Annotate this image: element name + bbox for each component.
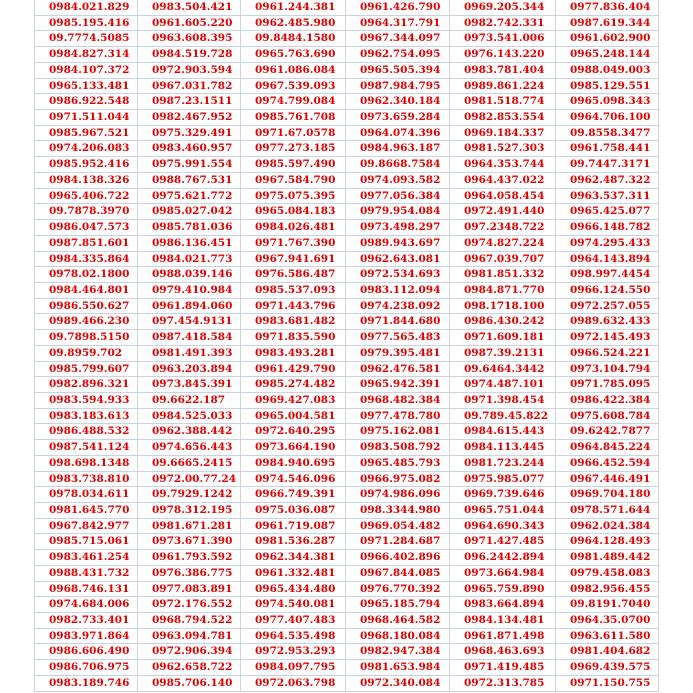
phone-number-cell[interactable]: 0974.827.224 <box>450 236 556 252</box>
phone-number-cell[interactable]: 0985.027.042 <box>138 204 241 220</box>
phone-number-cell[interactable]: 0986.422.384 <box>556 393 659 409</box>
phone-number-cell[interactable]: 0966.402.896 <box>346 550 450 566</box>
phone-number-cell[interactable]: 0962.485.980 <box>241 16 346 32</box>
phone-number-cell[interactable]: 0963.537.311 <box>556 189 659 205</box>
phone-number-cell[interactable]: 0981.723.244 <box>450 456 556 472</box>
phone-number-cell[interactable]: 0972.491.440 <box>450 204 556 220</box>
phone-number-cell[interactable]: 0989.943.697 <box>346 236 450 252</box>
phone-number-cell[interactable]: 0986.488.532 <box>35 424 138 440</box>
phone-number-cell[interactable]: 0972.953.293 <box>241 644 346 660</box>
phone-number-cell[interactable]: 0974.206.083 <box>35 141 138 157</box>
phone-number-cell[interactable]: 0965.425.077 <box>556 204 659 220</box>
phone-number-cell[interactable]: 0974.986.096 <box>346 487 450 503</box>
phone-number-cell[interactable]: 0974.799.084 <box>241 94 346 110</box>
phone-number-cell[interactable]: 0965.185.794 <box>346 597 450 613</box>
phone-number-cell[interactable]: 0972.640.295 <box>241 424 346 440</box>
phone-number-cell[interactable]: 0965.098.343 <box>556 94 659 110</box>
phone-number-cell[interactable]: 0969.704.180 <box>556 487 659 503</box>
phone-number-cell[interactable]: 0967.584.790 <box>241 173 346 189</box>
phone-number-cell[interactable]: 0965.133.481 <box>35 79 138 95</box>
phone-number-cell[interactable]: 0969.739.646 <box>450 487 556 503</box>
phone-number-cell[interactable]: 0976.143.220 <box>450 47 556 63</box>
phone-number-cell[interactable]: 0983.504.421 <box>138 0 241 16</box>
phone-number-cell[interactable]: 0966.452.594 <box>556 456 659 472</box>
phone-number-cell[interactable]: 0964.128.493 <box>556 534 659 550</box>
phone-number-cell[interactable]: 0976.770.392 <box>346 582 450 598</box>
phone-number-cell[interactable]: 0977.273.185 <box>241 141 346 157</box>
phone-number-cell[interactable]: 0974.684.006 <box>35 597 138 613</box>
phone-number-cell[interactable]: 0988.049.003 <box>556 63 659 79</box>
phone-number-cell[interactable]: 0984.134.481 <box>450 613 556 629</box>
phone-number-cell[interactable]: 096.2442.894 <box>450 550 556 566</box>
phone-number-cell[interactable]: 0961.429.790 <box>241 362 346 378</box>
phone-number-cell[interactable]: 0969.439.575 <box>556 660 659 676</box>
phone-number-cell[interactable]: 0962.754.095 <box>346 47 450 63</box>
phone-number-cell[interactable]: 0985.537.093 <box>241 283 346 299</box>
phone-number-cell[interactable]: 0977.407.483 <box>241 613 346 629</box>
phone-number-cell[interactable]: 0985.799.607 <box>35 362 138 378</box>
phone-number-cell[interactable]: 0971.844.680 <box>346 314 450 330</box>
phone-number-cell[interactable]: 0973.498.297 <box>346 220 450 236</box>
phone-number-cell[interactable]: 0964.317.791 <box>346 16 450 32</box>
phone-number-cell[interactable]: 0981.536.287 <box>241 534 346 550</box>
phone-number-cell[interactable]: 0971.67.0578 <box>241 126 346 142</box>
phone-number-cell[interactable]: 0961.758.441 <box>556 141 659 157</box>
phone-number-cell[interactable]: 0985.715.061 <box>35 534 138 550</box>
phone-number-cell[interactable]: 0986.550.627 <box>35 299 138 315</box>
phone-number-cell[interactable]: 0967.941.691 <box>241 252 346 268</box>
phone-number-cell[interactable]: 0973.664.984 <box>450 566 556 582</box>
phone-number-cell[interactable]: 0981.491.393 <box>138 346 241 362</box>
phone-number-cell[interactable]: 0979.954.084 <box>346 204 450 220</box>
phone-number-cell[interactable]: 0979.395.481 <box>346 346 450 362</box>
phone-number-cell[interactable]: 0982.896.321 <box>35 377 138 393</box>
phone-number-cell[interactable]: 0972.145.493 <box>556 330 659 346</box>
phone-number-cell[interactable]: 0964.535.498 <box>241 629 346 645</box>
phone-number-cell[interactable]: 0981.645.770 <box>35 503 138 519</box>
phone-number-cell[interactable]: 0983.664.894 <box>450 597 556 613</box>
phone-number-cell[interactable]: 0971.443.796 <box>241 299 346 315</box>
phone-number-cell[interactable]: 09.7447.3171 <box>556 157 659 173</box>
phone-number-cell[interactable]: 0975.991.554 <box>138 157 241 173</box>
phone-number-cell[interactable]: 0988.431.732 <box>35 566 138 582</box>
phone-number-cell[interactable]: 0977.478.780 <box>346 409 450 425</box>
phone-number-cell[interactable]: 0977.836.404 <box>556 0 659 16</box>
phone-number-cell[interactable]: 0988.039.146 <box>138 267 241 283</box>
phone-number-cell[interactable]: 0974.487.101 <box>450 377 556 393</box>
phone-number-cell[interactable]: 0962.344.381 <box>241 550 346 566</box>
phone-number-cell[interactable]: 0967.039.707 <box>450 252 556 268</box>
phone-number-cell[interactable]: 0966.975.082 <box>346 472 450 488</box>
phone-number-cell[interactable]: 0972.906.394 <box>138 644 241 660</box>
phone-number-cell[interactable]: 09.7774.5085 <box>35 31 138 47</box>
phone-number-cell[interactable]: 0976.386.775 <box>138 566 241 582</box>
phone-number-cell[interactable]: 0977.056.384 <box>346 189 450 205</box>
phone-number-cell[interactable]: 0975.162.081 <box>346 424 450 440</box>
phone-number-cell[interactable]: 0984.335.864 <box>35 252 138 268</box>
phone-number-cell[interactable]: 0977.565.483 <box>346 330 450 346</box>
phone-number-cell[interactable]: 0979.458.083 <box>556 566 659 582</box>
phone-number-cell[interactable]: 0987.851.601 <box>35 236 138 252</box>
phone-number-cell[interactable]: 09.6464.3442 <box>450 362 556 378</box>
phone-number-cell[interactable]: 0985.761.708 <box>241 110 346 126</box>
phone-number-cell[interactable]: 0982.742.331 <box>450 16 556 32</box>
phone-number-cell[interactable]: 0967.031.782 <box>138 79 241 95</box>
phone-number-cell[interactable]: 0964.845.224 <box>556 440 659 456</box>
phone-number-cell[interactable]: 0978.312.195 <box>138 503 241 519</box>
phone-number-cell[interactable]: 0963.094.781 <box>138 629 241 645</box>
phone-number-cell[interactable]: 0966.749.391 <box>241 487 346 503</box>
phone-number-cell[interactable]: 0989.466.230 <box>35 314 138 330</box>
phone-number-cell[interactable]: 0972.257.055 <box>556 299 659 315</box>
phone-number-cell[interactable]: 0981.851.332 <box>450 267 556 283</box>
phone-number-cell[interactable]: 098.997.4454 <box>556 267 659 283</box>
phone-number-cell[interactable]: 0984.113.445 <box>450 440 556 456</box>
phone-number-cell[interactable]: 0984.940.695 <box>241 456 346 472</box>
phone-number-cell[interactable]: 0965.763.690 <box>241 47 346 63</box>
phone-number-cell[interactable]: 0982.947.384 <box>346 644 450 660</box>
phone-number-cell[interactable]: 0977.083.891 <box>138 582 241 598</box>
phone-number-cell[interactable]: 0965.485.793 <box>346 456 450 472</box>
phone-number-cell[interactable]: 0982.956.455 <box>556 582 659 598</box>
phone-number-cell[interactable]: 0974.540.081 <box>241 597 346 613</box>
phone-number-cell[interactable]: 0986.922.548 <box>35 94 138 110</box>
phone-number-cell[interactable]: 0967.539.093 <box>241 79 346 95</box>
phone-number-cell[interactable]: 0982.733.401 <box>35 613 138 629</box>
phone-number-cell[interactable]: 09.6242.7877 <box>556 424 659 440</box>
phone-number-cell[interactable]: 0964.143.894 <box>556 252 659 268</box>
phone-number-cell[interactable]: 0962.388.442 <box>138 424 241 440</box>
phone-number-cell[interactable]: 0983.594.933 <box>35 393 138 409</box>
phone-number-cell[interactable]: 0964.35.0700 <box>556 613 659 629</box>
phone-number-cell[interactable]: 0978.571.644 <box>556 503 659 519</box>
phone-number-cell[interactable]: 0961.605.220 <box>138 16 241 32</box>
phone-number-cell[interactable]: 097.454.9131 <box>138 314 241 330</box>
phone-number-cell[interactable]: 0981.518.774 <box>450 94 556 110</box>
phone-number-cell[interactable]: 0984.138.326 <box>35 173 138 189</box>
phone-number-cell[interactable]: 0972.903.594 <box>138 63 241 79</box>
phone-number-cell[interactable]: 0969.184.337 <box>450 126 556 142</box>
phone-number-cell[interactable]: 0961.871.498 <box>450 629 556 645</box>
phone-number-cell[interactable]: 0965.942.391 <box>346 377 450 393</box>
phone-number-cell[interactable]: 0967.344.097 <box>346 31 450 47</box>
phone-number-cell[interactable]: 0961.894.060 <box>138 299 241 315</box>
phone-number-cell[interactable]: 0985.967.521 <box>35 126 138 142</box>
phone-number-cell[interactable]: 0984.021.773 <box>138 252 241 268</box>
phone-number-cell[interactable]: 0981.653.984 <box>346 660 450 676</box>
phone-number-cell[interactable]: 0971.398.454 <box>450 393 556 409</box>
phone-number-cell[interactable]: 0984.021.829 <box>35 0 138 16</box>
phone-number-cell[interactable]: 0984.871.770 <box>450 283 556 299</box>
phone-number-cell[interactable]: 0972.176.552 <box>138 597 241 613</box>
phone-number-cell[interactable]: 09.7929.1242 <box>138 487 241 503</box>
phone-number-cell[interactable]: 0971.767.390 <box>241 236 346 252</box>
phone-number-cell[interactable]: 0961.793.592 <box>138 550 241 566</box>
phone-number-cell[interactable]: 0973.541.006 <box>450 31 556 47</box>
phone-number-cell[interactable]: 0969.205.344 <box>450 0 556 16</box>
phone-number-cell[interactable]: 0973.659.284 <box>346 110 450 126</box>
phone-number-cell[interactable]: 0971.785.095 <box>556 377 659 393</box>
phone-number-cell[interactable]: 0973.671.390 <box>138 534 241 550</box>
phone-number-cell[interactable]: 0981.671.281 <box>138 519 241 535</box>
phone-number-cell[interactable]: 0973.664.190 <box>241 440 346 456</box>
phone-number-cell[interactable]: 0961.332.481 <box>241 566 346 582</box>
phone-number-cell[interactable]: 0975.075.395 <box>241 189 346 205</box>
phone-number-cell[interactable]: 0963.611.580 <box>556 629 659 645</box>
phone-number-cell[interactable]: 0962.024.384 <box>556 519 659 535</box>
phone-number-cell[interactable]: 09.6622.187 <box>138 393 241 409</box>
phone-number-cell[interactable]: 0984.827.314 <box>35 47 138 63</box>
phone-number-cell[interactable]: 0985.195.416 <box>35 16 138 32</box>
phone-number-cell[interactable]: 0971.419.485 <box>450 660 556 676</box>
phone-number-cell[interactable]: 09.6665.2415 <box>138 456 241 472</box>
phone-number-cell[interactable]: 0976.586.487 <box>241 267 346 283</box>
phone-number-cell[interactable]: 0985.706.140 <box>138 676 241 692</box>
phone-number-cell[interactable]: 0965.751.044 <box>450 503 556 519</box>
phone-number-cell[interactable]: 0969.054.482 <box>346 519 450 535</box>
phone-number-cell[interactable]: 0968.794.522 <box>138 613 241 629</box>
phone-number-cell[interactable]: 0974.546.096 <box>241 472 346 488</box>
phone-number-cell[interactable]: 0975.985.077 <box>450 472 556 488</box>
phone-number-cell[interactable]: 0966.524.221 <box>556 346 659 362</box>
phone-number-cell[interactable]: 0985.274.482 <box>241 377 346 393</box>
phone-number-cell[interactable]: 0975.329.491 <box>138 126 241 142</box>
phone-number-cell[interactable]: 0965.434.480 <box>241 582 346 598</box>
phone-number-cell[interactable]: 0967.842.977 <box>35 519 138 535</box>
phone-number-cell[interactable]: 0966.148.782 <box>556 220 659 236</box>
phone-number-cell[interactable]: 0987.23.1511 <box>138 94 241 110</box>
phone-number-cell[interactable]: 0988.767.531 <box>138 173 241 189</box>
phone-number-cell[interactable]: 0985.781.036 <box>138 220 241 236</box>
phone-number-cell[interactable]: 0974.656.443 <box>138 440 241 456</box>
phone-number-cell[interactable]: 0981.527.303 <box>450 141 556 157</box>
phone-number-cell[interactable]: 0985.129.551 <box>556 79 659 95</box>
phone-number-cell[interactable]: 0964.690.343 <box>450 519 556 535</box>
phone-number-cell[interactable]: 0968.180.084 <box>346 629 450 645</box>
phone-number-cell[interactable]: 0987.39.2131 <box>450 346 556 362</box>
phone-number-cell[interactable]: 0983.508.792 <box>346 440 450 456</box>
phone-number-cell[interactable]: 097.2348.722 <box>450 220 556 236</box>
phone-number-cell[interactable]: 098.3344.980 <box>346 503 450 519</box>
phone-number-cell[interactable]: 0972.340.084 <box>346 676 450 692</box>
phone-number-cell[interactable]: 0979.410.984 <box>138 283 241 299</box>
phone-number-cell[interactable]: 0983.112.094 <box>346 283 450 299</box>
phone-number-cell[interactable]: 0982.467.952 <box>138 110 241 126</box>
phone-number-cell[interactable]: 0983.461.254 <box>35 550 138 566</box>
phone-number-cell[interactable]: 0972.00.77.24 <box>138 472 241 488</box>
phone-number-cell[interactable]: 0974.093.582 <box>346 173 450 189</box>
phone-number-cell[interactable]: 0961.244.381 <box>241 0 346 16</box>
phone-number-cell[interactable]: 0972.534.693 <box>346 267 450 283</box>
phone-number-cell[interactable]: 0965.084.183 <box>241 204 346 220</box>
phone-number-cell[interactable]: 09.8668.7584 <box>346 157 450 173</box>
phone-number-cell[interactable]: 0962.658.722 <box>138 660 241 676</box>
phone-number-cell[interactable]: 0984.026.481 <box>241 220 346 236</box>
phone-number-cell[interactable]: 0961.602.900 <box>556 31 659 47</box>
phone-number-cell[interactable]: 0983.738.810 <box>35 472 138 488</box>
phone-number-cell[interactable]: 0984.107.372 <box>35 63 138 79</box>
phone-number-cell[interactable]: 0961.719.087 <box>241 519 346 535</box>
phone-number-cell[interactable]: 0989.632.433 <box>556 314 659 330</box>
phone-number-cell[interactable]: 0981.489.442 <box>556 550 659 566</box>
phone-number-cell[interactable]: 0987.541.124 <box>35 440 138 456</box>
phone-number-cell[interactable]: 09.8191.7040 <box>556 597 659 613</box>
phone-number-cell[interactable]: 0965.004.581 <box>241 409 346 425</box>
phone-number-cell[interactable]: 0983.781.404 <box>450 63 556 79</box>
phone-number-cell[interactable]: 0987.418.584 <box>138 330 241 346</box>
phone-number-cell[interactable]: 09.7878.3970 <box>35 204 138 220</box>
phone-number-cell[interactable]: 0968.463.693 <box>450 644 556 660</box>
phone-number-cell[interactable]: 0965.248.144 <box>556 47 659 63</box>
phone-number-cell[interactable]: 0981.404.682 <box>556 644 659 660</box>
phone-number-cell[interactable]: 0985.597.490 <box>241 157 346 173</box>
phone-number-cell[interactable]: 0967.844.085 <box>346 566 450 582</box>
phone-number-cell[interactable]: 0985.952.416 <box>35 157 138 173</box>
phone-number-cell[interactable]: 0971.609.181 <box>450 330 556 346</box>
phone-number-cell[interactable]: 0978.034.611 <box>35 487 138 503</box>
phone-number-cell[interactable]: 0962.476.581 <box>346 362 450 378</box>
phone-number-cell[interactable]: 0983.493.281 <box>241 346 346 362</box>
phone-number-cell[interactable]: 0987.984.795 <box>346 79 450 95</box>
phone-number-cell[interactable]: 0975.621.772 <box>138 189 241 205</box>
phone-number-cell[interactable]: 09.8484.1580 <box>241 31 346 47</box>
phone-number-cell[interactable]: 0964.058.454 <box>450 189 556 205</box>
phone-number-cell[interactable]: 0982.853.554 <box>450 110 556 126</box>
phone-number-cell[interactable]: 0978.02.1800 <box>35 267 138 283</box>
phone-number-cell[interactable]: 0969.427.083 <box>241 393 346 409</box>
phone-number-grid <box>35 0 659 692</box>
phone-number-cell[interactable]: 0961.086.084 <box>241 63 346 79</box>
phone-number-cell[interactable]: 0987.619.344 <box>556 16 659 32</box>
phone-number-cell[interactable]: 0963.203.894 <box>138 362 241 378</box>
phone-number-cell[interactable]: 0983.681.482 <box>241 314 346 330</box>
phone-number-cell[interactable]: 0986.606.490 <box>35 644 138 660</box>
phone-number-cell[interactable]: 0984.615.443 <box>450 424 556 440</box>
phone-number-cell[interactable]: 098.698.1348 <box>35 456 138 472</box>
phone-number-cell[interactable]: 0971.835.590 <box>241 330 346 346</box>
phone-number-cell[interactable]: 0986.136.451 <box>138 236 241 252</box>
phone-number-cell[interactable]: 0964.437.022 <box>450 173 556 189</box>
phone-number-cell[interactable]: 0962.487.322 <box>556 173 659 189</box>
phone-number-cell[interactable]: 09.7898.5150 <box>35 330 138 346</box>
phone-number-cell[interactable]: 0986.047.573 <box>35 220 138 236</box>
phone-number-cell[interactable]: 0984.963.187 <box>346 141 450 157</box>
phone-number-cell[interactable]: 0984.097.795 <box>241 660 346 676</box>
phone-number-cell[interactable]: 0984.464.801 <box>35 283 138 299</box>
phone-number-cell[interactable]: 0971.511.044 <box>35 110 138 126</box>
phone-number-cell[interactable]: 0964.074.396 <box>346 126 450 142</box>
phone-number-cell[interactable]: 0983.971.864 <box>35 629 138 645</box>
phone-number-cell[interactable]: 0973.104.794 <box>556 362 659 378</box>
phone-number-cell[interactable]: 0965.505.394 <box>346 63 450 79</box>
phone-number-cell[interactable]: 0974.295.433 <box>556 236 659 252</box>
phone-number-cell[interactable]: 0968.746.131 <box>35 582 138 598</box>
phone-number-cell[interactable]: 0966.124.550 <box>556 283 659 299</box>
phone-number-cell[interactable]: 0983.189.746 <box>35 676 138 692</box>
phone-number-cell[interactable]: 0971.427.485 <box>450 534 556 550</box>
phone-number-cell[interactable]: 0964.706.100 <box>556 110 659 126</box>
phone-number-cell[interactable]: 0971.284.687 <box>346 534 450 550</box>
phone-number-cell[interactable]: 0965.759.890 <box>450 582 556 598</box>
phone-number-cell[interactable]: 0965.406.722 <box>35 189 138 205</box>
phone-number-cell[interactable]: 098.1718.100 <box>450 299 556 315</box>
phone-number-cell[interactable]: 0989.861.224 <box>450 79 556 95</box>
phone-number-cell[interactable]: 0963.608.395 <box>138 31 241 47</box>
phone-number-cell[interactable]: 0962.643.081 <box>346 252 450 268</box>
phone-number-cell[interactable]: 0973.845.391 <box>138 377 241 393</box>
phone-number-cell[interactable]: 09.8558.3477 <box>556 126 659 142</box>
phone-number-cell[interactable]: 0984.525.033 <box>138 409 241 425</box>
phone-number-cell[interactable]: 0975.608.784 <box>556 409 659 425</box>
phone-number-cell[interactable]: 0972.313.785 <box>450 676 556 692</box>
phone-number-cell[interactable]: 0986.706.975 <box>35 660 138 676</box>
phone-number-cell[interactable]: 0975.036.087 <box>241 503 346 519</box>
phone-number-cell[interactable]: 0984.519.728 <box>138 47 241 63</box>
phone-number-cell[interactable]: 0968.464.582 <box>346 613 450 629</box>
phone-number-cell[interactable]: 0967.446.491 <box>556 472 659 488</box>
phone-number-cell[interactable]: 09.8959.702 <box>35 346 138 362</box>
phone-number-cell[interactable]: 0986.430.242 <box>450 314 556 330</box>
phone-number-cell[interactable]: 09.789.45.822 <box>450 409 556 425</box>
phone-number-cell[interactable]: 0971.150.755 <box>556 676 659 692</box>
phone-number-cell[interactable]: 0964.353.744 <box>450 157 556 173</box>
phone-number-cell[interactable]: 0983.183.613 <box>35 409 138 425</box>
phone-number-cell[interactable]: 0974.238.092 <box>346 299 450 315</box>
phone-number-cell[interactable]: 0983.460.957 <box>138 141 241 157</box>
phone-number-cell[interactable]: 0961.426.790 <box>346 0 450 16</box>
phone-number-cell[interactable]: 0962.340.184 <box>346 94 450 110</box>
phone-number-cell[interactable]: 0968.482.384 <box>346 393 450 409</box>
phone-number-cell[interactable]: 0972.063.798 <box>241 676 346 692</box>
spreadsheet <box>34 0 659 692</box>
